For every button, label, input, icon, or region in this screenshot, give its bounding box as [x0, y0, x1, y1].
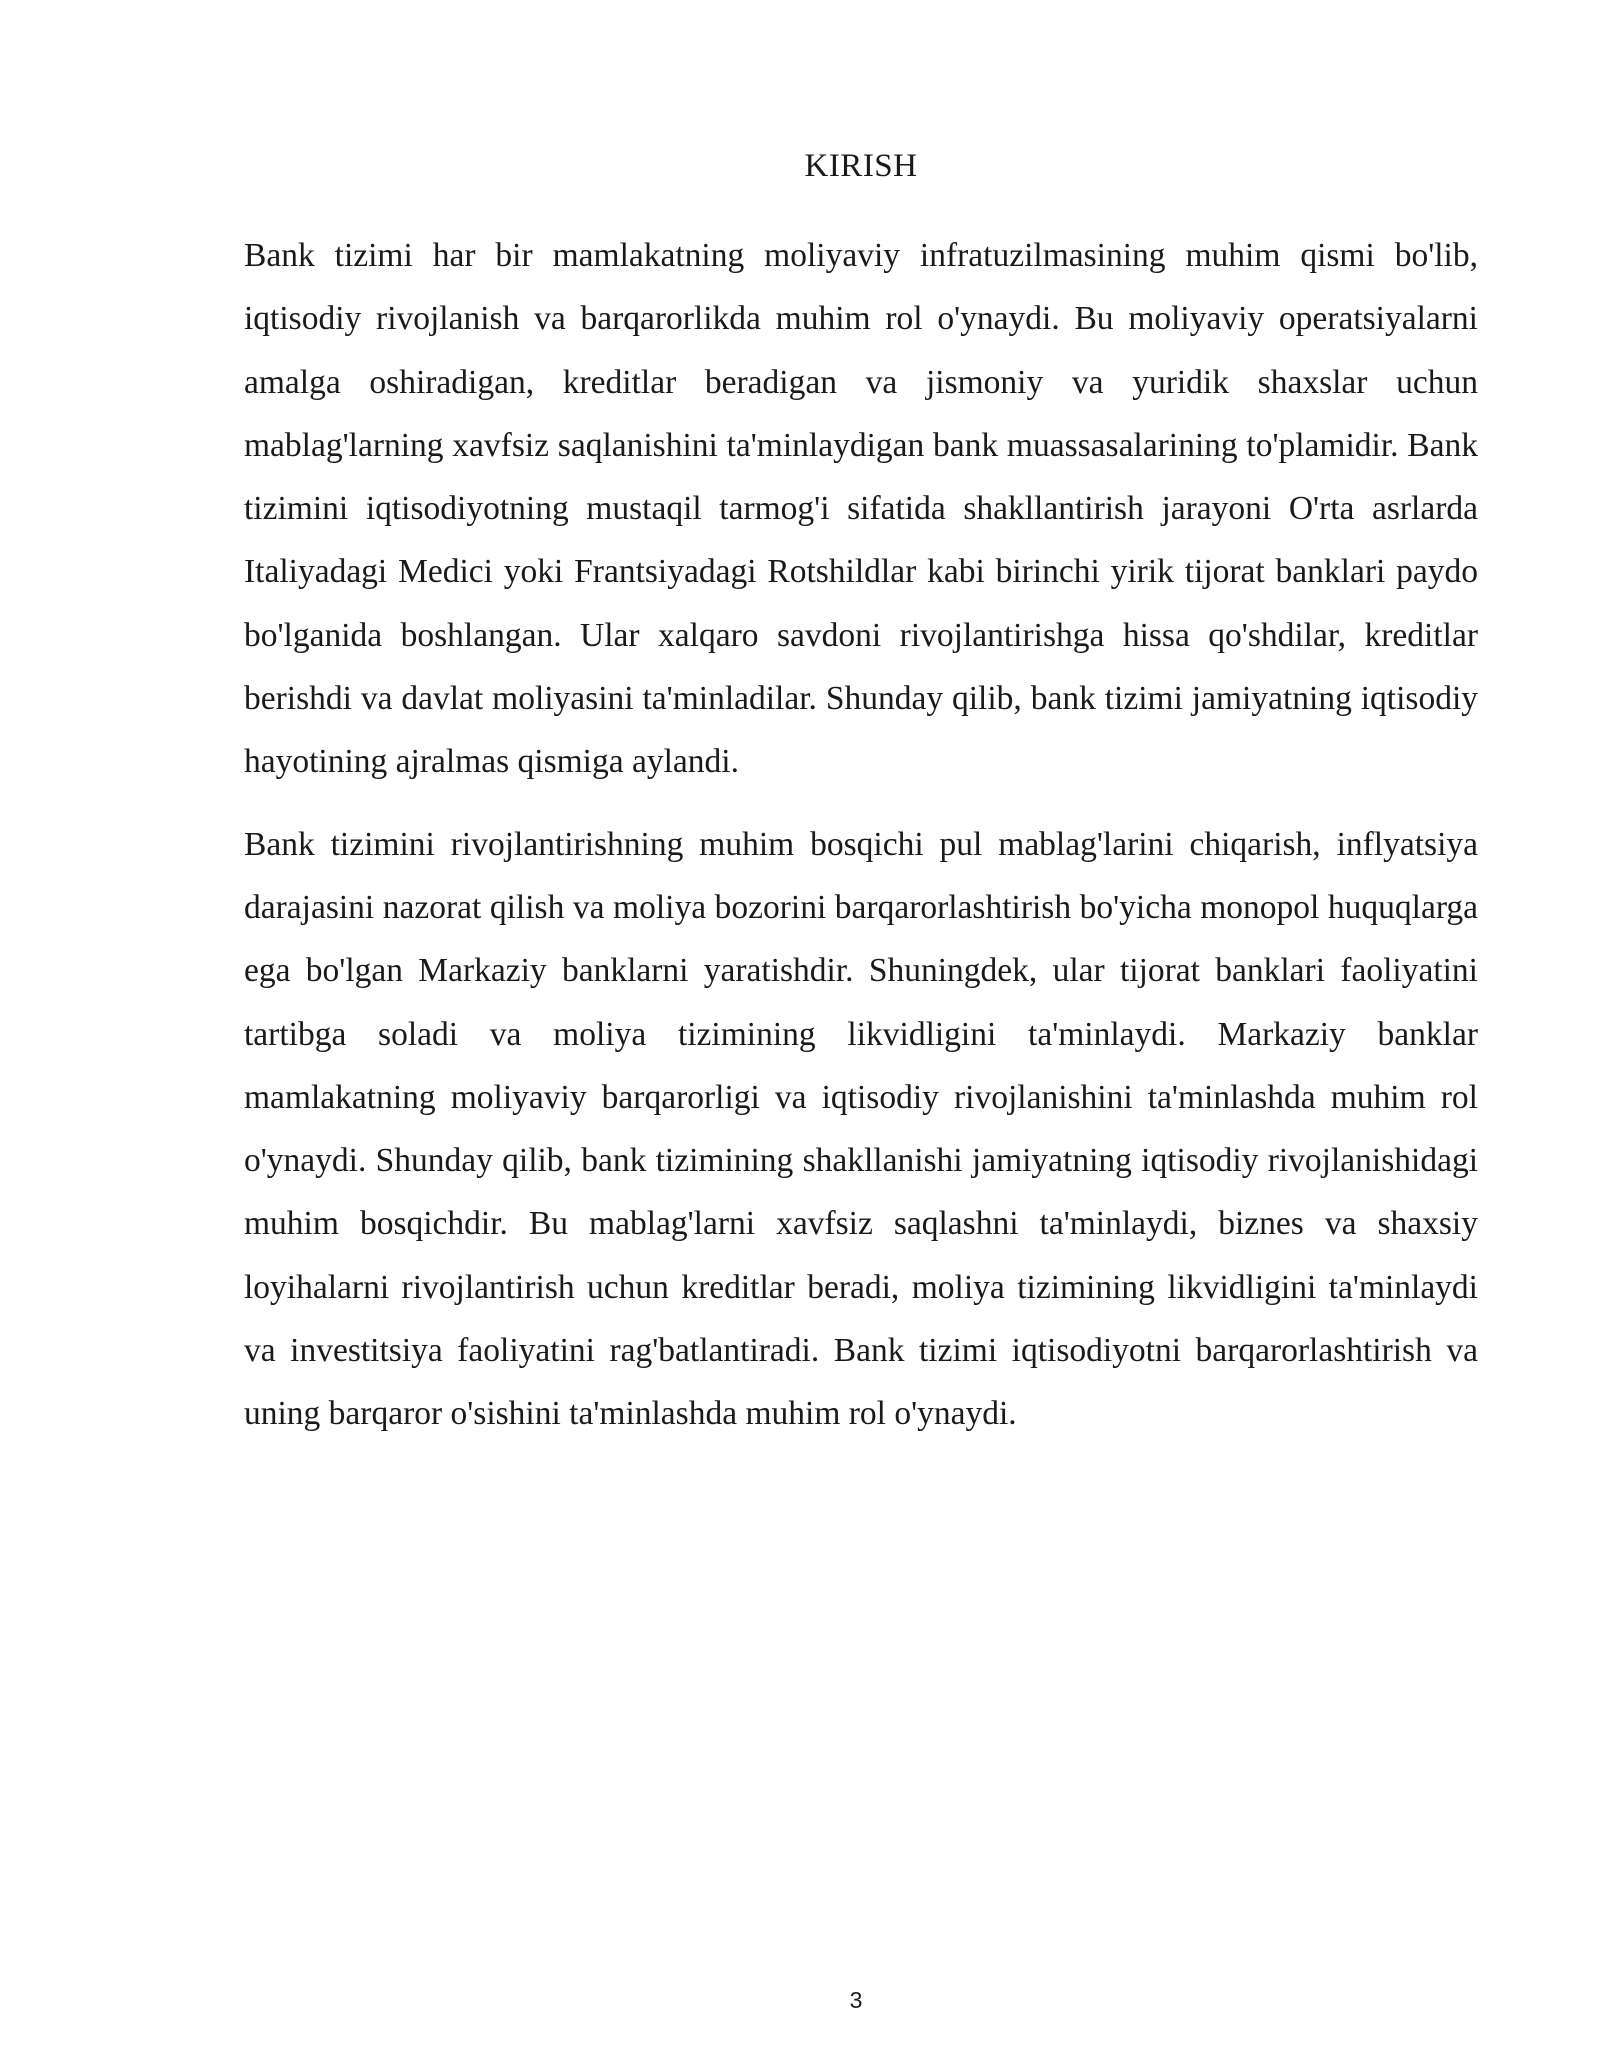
paragraph-2: Bank tizimini rivojlantirishning muhim bosqichi pul mablag'larini chiqarish, inflyatsiya darajasini nazorat qilish va moliya bozorini barqarorlashtirish bo'yicha monopol huquqlarga ega bo'lgan Markaziy banklarni yaratishdir. Shuningdek, ular tijorat banklari faoliyatini tartibga soladi va moliya tizimining likvidligini ta'minlaydi. Markaziy banklar mamlakatning moliyaviy barqarorligi va iqtisodiy rivojlanishini ta'minlashda muhim rol o'ynaydi. Shunday qilib, bank tizimining shakllanishi jamiyatning iqtisodiy rivojlanishidagi muhim bosqichdir. Bu mablag'larni xavfsiz saqlashni ta'minlaydi, biznes va shaxsiy loyihalarni rivojlantirish uchun kreditlar beradi, moliya tizimining likvidligini ta'minlaydi va investitsiya faoliyatini rag'batlantiradi. Bank tizimi iqtisodiyotni barqarorlashtirish va uning barqaror o'sishini ta'minlashda muhim rol o'ynaydi. [244, 825, 1478, 1433]
page-number: 3 [849, 1987, 863, 2013]
section-title: KIRISH [804, 148, 918, 184]
paragraph-1: Bank tizimi har bir mamlakatning moliyaviy infratuzilmasining muhim qismi bo'lib, iqtisodiy rivojlanish va barqarorlikda muhim rol o'ynaydi. Bu moliyaviy operatsiyalarni amalga oshiradigan, kreditlar beradigan va jismoniy va yuridik shaxslar uchun mablag'larning xavfsiz saqlanishini ta'minlaydigan bank muassasalarining to'plamidir. Bank tizimini iqtisodiyotning mustaqil tarmog'i sifatida shakllantirish jarayoni O'rta asrlarda Italiyadagi Medici yoki Frantsiyadagi Rotshildlar kabi birinchi yirik tijorat banklari paydo bo'lganida boshlangan. Ular xalqaro savdoni rivojlantirishga hissa qo'shdilar, kreditlar berishdi va davlat moliyasini ta'minladilar. Shunday qilib, bank tizimi jamiyatning iqtisodiy hayotining ajralmas qismiga aylandi. [244, 237, 1478, 781]
body-text [244, 224, 1478, 1465]
